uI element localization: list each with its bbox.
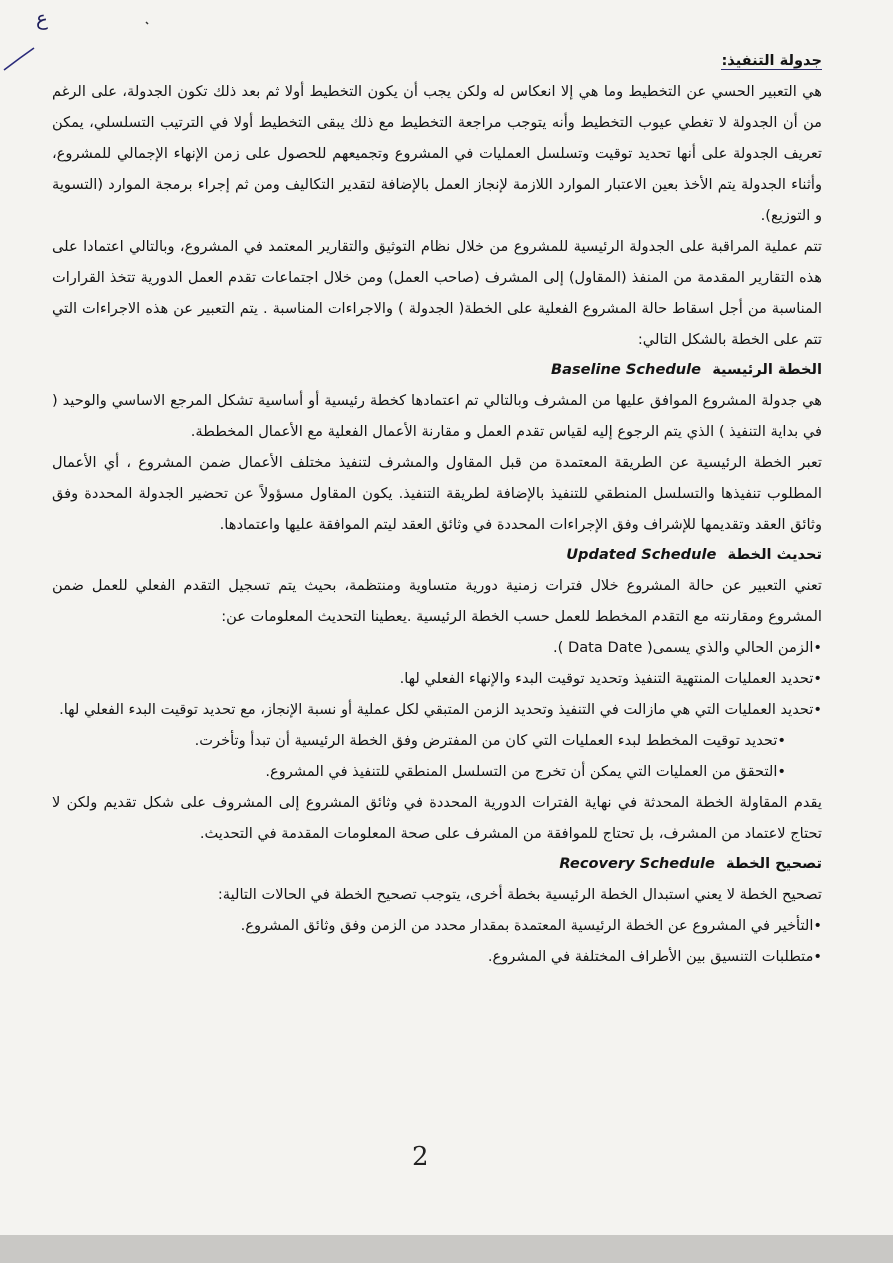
section-heading-recovery (52, 849, 822, 879)
scheduling-paragraph-2: تتم عملية المراقبة على الجدولة الرئيسية للمشروع من خلال نظام التوثيق والتقارير المعتمد في المشروع، وبالتالي اعتمادا على هذه التقارير المقدمة من المنفذ (المقاول) إلى المشرف (صاحب العمل) ومن خلال اجتماعات تقدم العمل الدورية تتخذ القرارات المناسبة من أجل اسقاط حالة المشروع الفعلية على الخطة( الجدولة ) والاجراءات المناسبة . يتم التعبير عن هذه الاجراءات التي تتم على الخطة بالشكل التالي: (52, 238, 822, 348)
recovery-title-en: Recovery Schedule (559, 855, 715, 872)
scheduling-paragraph-1: هي التعبير الحسي عن التخطيط وما هي إلا انعكاس له ولكن يجب أن يكون التخطيط أولا ثم بعد ذلك تكون الجدولة، على الرغم من أن الجدولة لا تغطي عيوب التخطيط وأنه يتوجب مراجعة التخطيط مع ذلك يبقى التخطيط أولا في الترتيب التسلسلي، يمكن تعريف الجدولة على أنها تحديد توقيت وتسلسل العمليات في المشروع وتجميعهم للحصول على زمن الإنهاء الإجمالي للمشروع، وأثناء الجدولة يتم الأخذ بعين الاعتبار الموارد اللازمة لإنجاز العمل بالإضافة لتقدير التكاليف ومن ثم إجراء برمجة الموارد (التسوية و التوزيع). (52, 83, 822, 224)
document-body (52, 46, 822, 972)
baseline-paragraph-1: هي جدولة المشروع الموافق عليها من المشرف وبالتالي تم اعتمادها كخطة رئيسية أو أساسية تشكل المرجع الاساسي والوحيد ( في بداية التنفيذ ) الذي يتم الرجوع إليه لقياس تقدم العمل و مقارنة الأعمال الفعلية مع الأعمال المخططة. (52, 392, 822, 440)
recovery-paragraph-1: تصحيح الخطة لا يعني استبدال الخطة الرئيسية بخطة أخرى، يتوجب تصحيح الخطة في الحالات التالية: (217, 886, 822, 903)
recovery-bullet: •متطلبات التنسيق بين الأطراف المختلفة في المشروع. (487, 948, 822, 965)
updated-paragraph-2: يقدم المقاولة الخطة المحدثة في نهاية الفترات الدورية المحددة في وثائق المشروع إلى المشروف على شكل تقديم ولكن لا تحتاج لاعتماد من المشرف، بل تحتاج للموافقة من المشرف على صحة المعلومات المقدمة في التحديث. (52, 794, 822, 842)
updated-bullet: •تحديد العمليات المنتهية التنفيذ وتحديد توقيت البدء والإنهاء الفعلي لها. (399, 670, 822, 687)
section-heading-updated (52, 540, 822, 570)
scan-bottom-edge (0, 1235, 893, 1263)
corner-handwritten-mark: ع (36, 6, 48, 30)
baseline-title-en: Baseline Schedule (550, 361, 702, 378)
updated-bullet: •التحقق من العمليات التي يمكن أن تخرج من التسلسل المنطقي للتنفيذ في المشروع. (265, 763, 786, 780)
updated-title-ar: تحديث الخطة (727, 546, 822, 563)
updated-bullet: •تحديد العمليات التي هي مازالت في التنفيذ وتحديد الزمن المتبقي لكل عملية أو نسبة الإنجاز، مع تحديد توقيت البدء الفعلي لها. (59, 701, 822, 718)
baseline-paragraph-2: تعبر الخطة الرئيسية عن الطريقة المعتمدة من قبل المقاول والمشرف لتنفيذ مختلف الأعمال ضمن المشروع ، أي الأعمال المطلوب تنفيذها والتسلسل المنطقي للتنفيذ بالإضافة لطريقة التنفيذ. يكون المقاول مسؤولاً عن تحضير الجدولة المحددة وفق وثائق العقد وتقديمها للإشراف وفق الإجراءات المحددة في وثائق العقد ليتم الموافقة عليها واعتمادها. (52, 454, 822, 533)
updated-bullet: •الزمن الحالي والذي يسمى( Data Date ). (553, 639, 822, 656)
updated-bullet: •تحديد توقيت المخطط لبدء العمليات التي كان من المفترض وفق الخطة الرئيسية أن تبدأ وتأخرت. (194, 732, 786, 749)
recovery-bullet: •التأخير في المشروع عن الخطة الرئيسية المعتمدة بمقدار محدد من الزمن وفق وثائق المشروع. (240, 917, 822, 934)
page-number: 2 (412, 1142, 429, 1172)
baseline-title-ar: الخطة الرئيسية (712, 361, 822, 378)
section-heading-scheduling: جدولة التنفيذ: (721, 52, 822, 69)
section-heading-baseline (52, 355, 822, 385)
recovery-title-ar: تصحيح الخطة (726, 855, 822, 872)
updated-paragraph-1: تعني التعبير عن حالة المشروع خلال فترات زمنية دورية متساوية ومنتظمة، بحيث يتم تسجيل التقدم الفعلي للعمل ضمن المشروع ومقارنته مع التقدم المخطط للعمل حسب الخطة الرئيسية .يعطينا التحديث المعلومات عن: (52, 577, 822, 625)
updated-title-en: Updated Schedule (566, 546, 717, 563)
